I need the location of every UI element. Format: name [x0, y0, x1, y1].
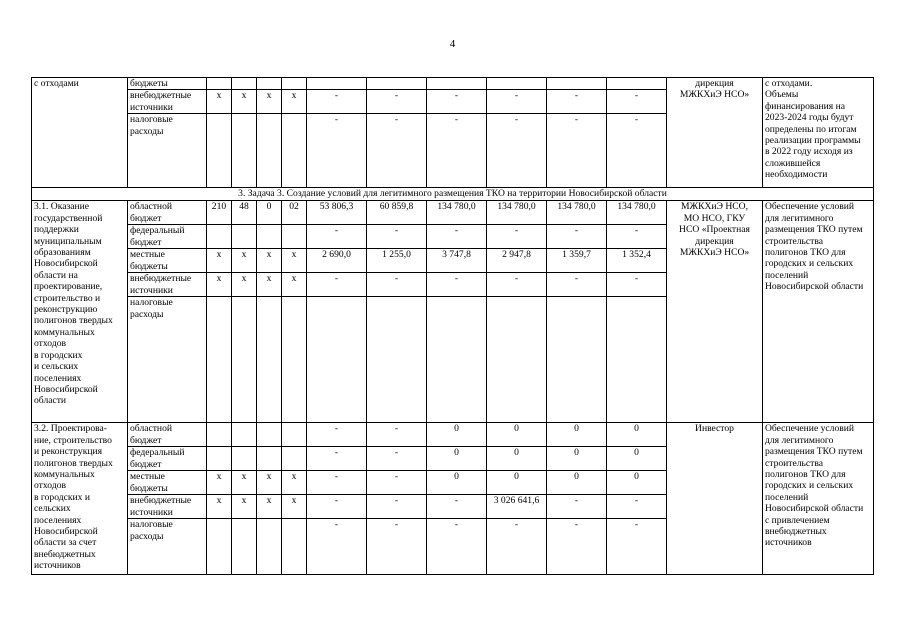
budget-code-cell: x	[232, 495, 257, 519]
task-header-row	[32, 188, 874, 201]
amount-cell: 0	[607, 447, 667, 471]
amount-cell: -	[367, 447, 427, 471]
budget-code-cell	[257, 447, 282, 471]
budget-code-cell	[232, 114, 257, 188]
amount-cell: -	[607, 495, 667, 519]
amount-cell: 0	[487, 471, 547, 495]
amount-cell: -	[367, 495, 427, 519]
amount-cell: -	[607, 90, 667, 114]
amount-cell: -	[487, 273, 547, 297]
amount-cell: -	[307, 114, 367, 188]
amount-cell	[427, 78, 487, 90]
amount-cell	[547, 78, 607, 90]
funding-source: внебюджетные источники	[128, 273, 207, 297]
funding-source: налоговые расходы	[128, 519, 207, 575]
executor-cell: МЖКХиЭ НСО, МО НСО, ГКУ НСО «Проектная дирекция МЖКХиЭ НСО»	[667, 201, 763, 423]
amount-cell: -	[427, 225, 487, 249]
amount-cell: -	[367, 90, 427, 114]
table-row	[32, 78, 874, 90]
amount-cell: 53 806,3	[307, 201, 367, 225]
amount-cell: 134 780,0	[487, 201, 547, 225]
budget-code-cell	[257, 297, 282, 423]
executor-cell: дирекция МЖКХиЭ НСО»	[667, 78, 763, 188]
budget-code-cell: x	[232, 273, 257, 297]
funding-source: областной бюджет	[128, 423, 207, 447]
expected-result-cell: Обеспечение условий для легитимного размещения ТКО путем строительства полигонов ТКО для городских и сельских поселений Новосибирской области	[763, 201, 874, 423]
measure-name: 3.2. Проектирова- ние, строительство и реконструкция полигонов твердых коммунальных отходов в городских и сельских поселениях Новосибирской области за счет внебюджетных источников	[32, 423, 128, 575]
budget-code-cell: x	[232, 471, 257, 495]
budget-code-cell	[257, 225, 282, 249]
amount-cell: 134 780,0	[607, 201, 667, 225]
amount-cell	[607, 297, 667, 423]
amount-cell: 3 747,8	[427, 249, 487, 273]
expected-result-cell: с отходами. Объемы финансирования на 2023-2024 годы будут определены по итогам реализации программы в 2022 году исходя из сложившейся необходимости	[763, 78, 874, 188]
amount-cell	[367, 78, 427, 90]
expected-result-cell: Обеспечение условий для легитимного размещения ТКО путем строительства полигонов ТКО для городских и сельских поселений Новосибирской области с привлечением внебюджетных источников	[763, 423, 874, 575]
amount-cell: 0	[547, 447, 607, 471]
budget-code-cell	[282, 114, 307, 188]
amount-cell: -	[487, 519, 547, 575]
amount-cell	[307, 297, 367, 423]
budget-code-cell	[207, 225, 232, 249]
budget-code-cell	[282, 423, 307, 447]
amount-cell: -	[367, 471, 427, 495]
amount-cell: -	[367, 225, 427, 249]
amount-cell: -	[427, 495, 487, 519]
budget-code-cell	[257, 114, 282, 188]
budget-code-cell: x	[257, 90, 282, 114]
budget-code-cell	[232, 519, 257, 575]
amount-cell	[607, 78, 667, 90]
executor-cell: Инвестор	[667, 423, 763, 575]
budget-code-cell	[282, 78, 307, 90]
amount-cell	[307, 78, 367, 90]
funding-source: бюджеты	[128, 78, 207, 90]
budget-code-cell: x	[282, 471, 307, 495]
amount-cell: 0	[427, 423, 487, 447]
budget-code-cell: x	[282, 90, 307, 114]
amount-cell	[487, 78, 547, 90]
amount-cell: -	[427, 519, 487, 575]
budget-code-cell: x	[257, 471, 282, 495]
amount-cell: -	[307, 225, 367, 249]
amount-cell: 0	[607, 423, 667, 447]
amount-cell: -	[367, 519, 427, 575]
funding-source: федеральный бюджет	[128, 447, 207, 471]
amount-cell	[547, 297, 607, 423]
amount-cell: -	[367, 273, 427, 297]
amount-cell: -	[487, 114, 547, 188]
amount-cell: -	[307, 471, 367, 495]
amount-cell: 0	[487, 423, 547, 447]
budget-code-cell: x	[232, 90, 257, 114]
amount-cell: -	[547, 114, 607, 188]
amount-cell: -	[607, 114, 667, 188]
budget-code-cell	[282, 447, 307, 471]
budget-code-cell	[282, 225, 307, 249]
budget-code-cell: 210	[207, 201, 232, 225]
budget-code-cell	[257, 423, 282, 447]
amount-cell: -	[307, 423, 367, 447]
amount-cell: -	[487, 225, 547, 249]
amount-cell: -	[607, 225, 667, 249]
amount-cell: 1 359,7	[547, 249, 607, 273]
amount-cell: -	[307, 495, 367, 519]
table-row	[32, 423, 874, 447]
budget-code-cell	[282, 297, 307, 423]
amount-cell: 3 026 641,6	[487, 495, 547, 519]
budget-code-cell: x	[207, 471, 232, 495]
amount-cell: -	[427, 90, 487, 114]
amount-cell: -	[607, 273, 667, 297]
amount-cell: -	[367, 114, 427, 188]
funding-source: местные бюджеты	[128, 249, 207, 273]
budget-code-cell: x	[207, 495, 232, 519]
budget-code-cell	[257, 519, 282, 575]
amount-cell	[427, 297, 487, 423]
amount-cell: 1 255,0	[367, 249, 427, 273]
table-row	[32, 201, 874, 225]
funding-source: областной бюджет	[128, 201, 207, 225]
page-number: 4	[449, 38, 456, 50]
amount-cell: -	[307, 447, 367, 471]
budget-code-cell: x	[282, 249, 307, 273]
budget-code-cell	[232, 297, 257, 423]
budget-code-cell	[282, 519, 307, 575]
budget-code-cell: x	[207, 273, 232, 297]
amount-cell: 0	[547, 471, 607, 495]
amount-cell: 0	[547, 423, 607, 447]
amount-cell: 1 352,4	[607, 249, 667, 273]
amount-cell: 0	[427, 447, 487, 471]
measure-name: 3.1. Оказание государственной поддержки муниципальным образованиям Новосибирской области на проектирование, строительство и реконструкцию полигонов твердых коммунальных отходов в городских и сельских поселениях Новосибирской области	[32, 201, 128, 423]
amount-cell: 60 859,8	[367, 201, 427, 225]
measure-name: с отходами	[32, 78, 128, 188]
funding-source: налоговые расходы	[128, 114, 207, 188]
amount-cell: -	[427, 273, 487, 297]
budget-code-cell	[207, 297, 232, 423]
funding-source: местные бюджеты	[128, 471, 207, 495]
budget-code-cell	[232, 225, 257, 249]
amount-cell: 2 947,8	[487, 249, 547, 273]
table-body	[32, 78, 874, 575]
budget-code-cell: x	[282, 495, 307, 519]
amount-cell: -	[547, 225, 607, 249]
amount-cell	[367, 297, 427, 423]
funding-source: налоговые расходы	[128, 297, 207, 423]
budget-code-cell: x	[232, 249, 257, 273]
amount-cell: 134 780,0	[547, 201, 607, 225]
funding-source: федеральный бюджет	[128, 225, 207, 249]
task-title: 3. Задача 3. Создание условий для легитимного размещения ТКО на территории Новосибирской области	[32, 188, 874, 201]
amount-cell	[487, 297, 547, 423]
amount-cell: 0	[427, 471, 487, 495]
amount-cell: -	[547, 90, 607, 114]
budget-code-cell	[257, 78, 282, 90]
budget-code-cell: 0	[257, 201, 282, 225]
budget-code-cell	[232, 78, 257, 90]
funding-source: внебюджетные источники	[128, 495, 207, 519]
budget-code-cell: x	[257, 273, 282, 297]
amount-cell: -	[307, 273, 367, 297]
amount-cell: -	[487, 90, 547, 114]
amount-cell: -	[547, 273, 607, 297]
budget-code-cell: 48	[232, 201, 257, 225]
amount-cell: 134 780,0	[427, 201, 487, 225]
amount-cell: 0	[607, 471, 667, 495]
budget-code-cell	[207, 423, 232, 447]
budget-code-cell	[207, 519, 232, 575]
amount-cell: -	[607, 519, 667, 575]
budget-code-cell: x	[207, 249, 232, 273]
amount-cell: -	[547, 519, 607, 575]
program-table	[31, 77, 874, 575]
budget-code-cell	[232, 447, 257, 471]
budget-code-cell	[207, 78, 232, 90]
amount-cell: 2 690,0	[307, 249, 367, 273]
amount-cell: 0	[487, 447, 547, 471]
budget-code-cell: x	[282, 273, 307, 297]
budget-code-cell: x	[207, 90, 232, 114]
amount-cell: -	[547, 495, 607, 519]
budget-code-cell: 02	[282, 201, 307, 225]
amount-cell: -	[367, 423, 427, 447]
budget-code-cell	[207, 447, 232, 471]
amount-cell: -	[307, 519, 367, 575]
budget-code-cell: x	[257, 495, 282, 519]
budget-code-cell: x	[257, 249, 282, 273]
amount-cell: -	[427, 114, 487, 188]
budget-code-cell	[232, 423, 257, 447]
funding-source: внебюджетные источники	[128, 90, 207, 114]
amount-cell: -	[307, 90, 367, 114]
budget-code-cell	[207, 114, 232, 188]
